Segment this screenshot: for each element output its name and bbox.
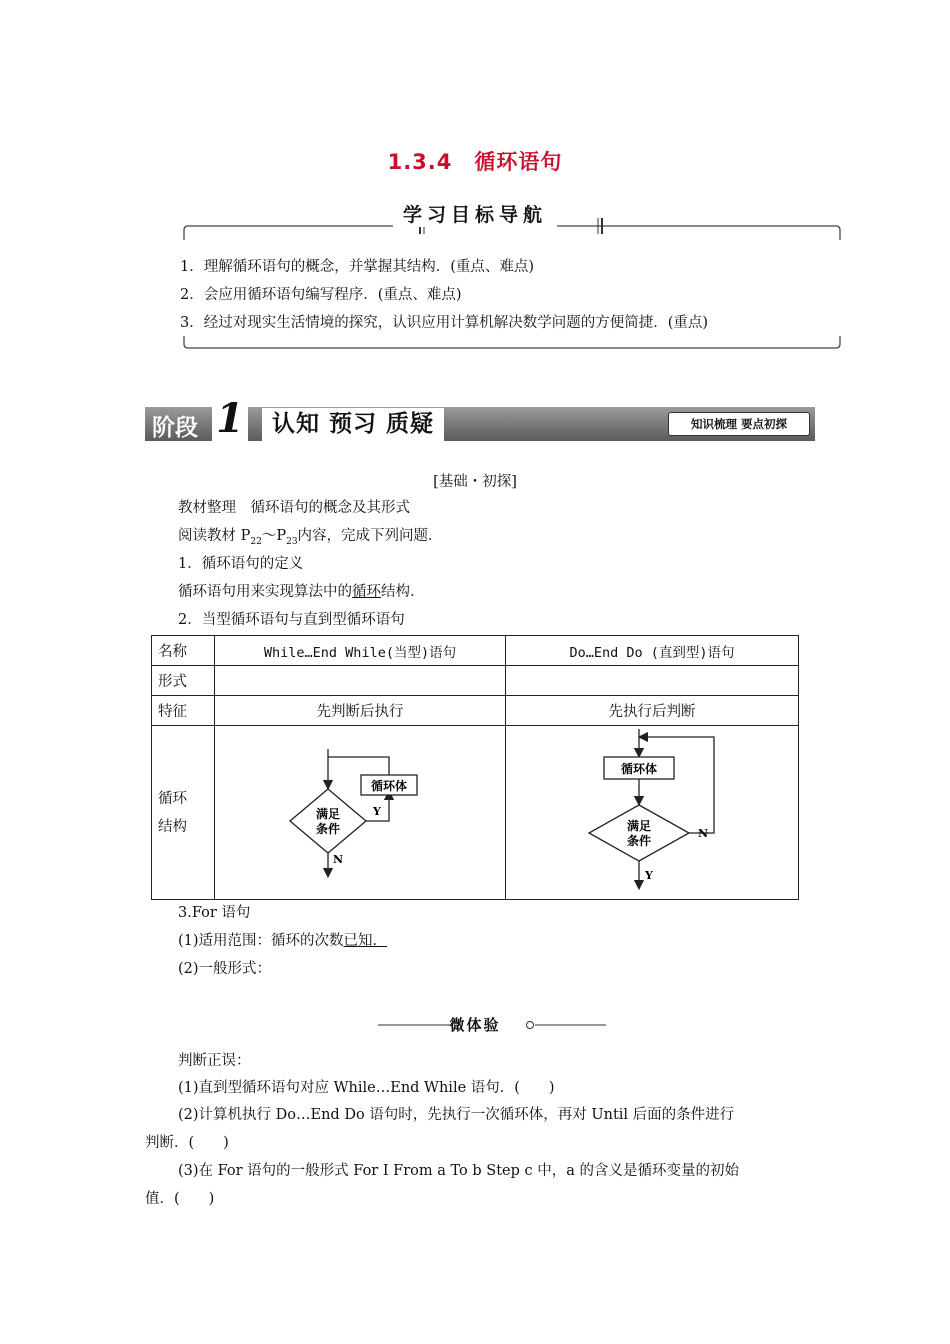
question-3-line2: 值．( ) — [145, 1191, 215, 1207]
for-scope-answer: 已知． — [343, 933, 388, 949]
row-form-while — [215, 666, 506, 696]
for-general-form: (2)一般形式： — [178, 961, 272, 977]
while-cond-line1: 满足 — [315, 806, 341, 821]
question-3-line1: (3)在 For 语句的一般形式 For I From a To b Step c 中，a 的含义是循环变量的初始 — [178, 1163, 739, 1179]
do-cond-line2: 条件 — [626, 833, 652, 848]
question-2-line1: (2)计算机执行 Do…End Do 语句时，先执行一次循环体，再对 Until 后面的条件进行 — [178, 1107, 735, 1123]
comparison-heading: 2．当型循环语句与直到型循环语句 — [178, 612, 405, 628]
row-form-do — [506, 666, 799, 696]
do-cond-line1: 满足 — [626, 818, 652, 833]
goal-item-2: 2．会应用循环语句编写程序．(重点、难点) — [180, 287, 462, 303]
row-feature-do: 先执行后判断 — [506, 696, 799, 726]
th-name: 名称 — [152, 636, 215, 666]
do-condition-diamond — [589, 805, 689, 861]
row-feature-while: 先判断后执行 — [215, 696, 506, 726]
goal-item-1: 1．理解循环语句的概念，并掌握其结构．(重点、难点) — [180, 259, 535, 275]
definition-text: 循环语句用来实现算法中的循环结构． — [178, 584, 425, 600]
th-while: While…End While(当型)语句 — [215, 636, 506, 666]
do-yes-label: Y — [645, 868, 653, 882]
goal-item-3: 3．经过对现实生活情境的探究，认识应用计算机解决数学问题的方便简捷．(重点) — [180, 315, 709, 331]
definition-answer: 循环 — [352, 584, 381, 600]
goal-banner-text: 学习目标导航 — [393, 200, 557, 227]
stage-tag: 知识梳理 要点初探 — [668, 412, 810, 436]
textbook-subject: 教材整理 循环语句的概念及其形式 — [178, 500, 410, 516]
while-no-label: N — [333, 852, 344, 866]
stage-label: 阶段 — [152, 415, 198, 441]
comparison-table — [151, 635, 799, 900]
reading-instruction: 阅读教材 $P_{22}\sim P_{23}$内容，完成下列问题． — [178, 528, 443, 547]
th-do: Do…End Do (直到型)语句 — [506, 636, 799, 666]
do-no-label: N — [698, 826, 709, 840]
goal-banner — [0, 200, 950, 227]
question-2-line2: 判断．( ) — [145, 1135, 229, 1151]
row-structure-label: 循环结构 — [152, 726, 215, 900]
while-condition-diamond — [290, 789, 366, 853]
do-body-text: 循环体 — [620, 761, 658, 776]
flowchart-do — [506, 727, 798, 899]
stage-number: 1 — [212, 396, 248, 442]
while-loop-line — [328, 757, 389, 775]
while-body-text: 循环体 — [370, 778, 408, 793]
question-1: (1)直到型循环语句对应 While…End While 语句．( ) — [178, 1080, 555, 1096]
flow-do-cell — [506, 726, 799, 900]
page-title: 1.3.4 循环语句 — [387, 150, 563, 174]
stage-title: 认知 预习 质疑 — [262, 408, 444, 441]
row-form-label: 形式 — [152, 666, 215, 696]
while-yes-label: Y — [373, 804, 381, 818]
definition-heading: 1．循环语句的定义 — [178, 556, 304, 572]
micro-intro: 判断正误： — [178, 1053, 251, 1069]
flow-while-cell — [215, 726, 506, 900]
while-cond-line2: 条件 — [315, 821, 341, 836]
for-scope: (1)适用范围：循环的次数已知． — [178, 933, 388, 949]
section-heading: [基础・初探] — [433, 474, 517, 490]
micro-title: 微体验 — [449, 1016, 501, 1034]
for-heading: 3.For 语句 — [178, 905, 251, 921]
flowchart-while — [215, 727, 505, 899]
row-feature-label: 特征 — [152, 696, 215, 726]
